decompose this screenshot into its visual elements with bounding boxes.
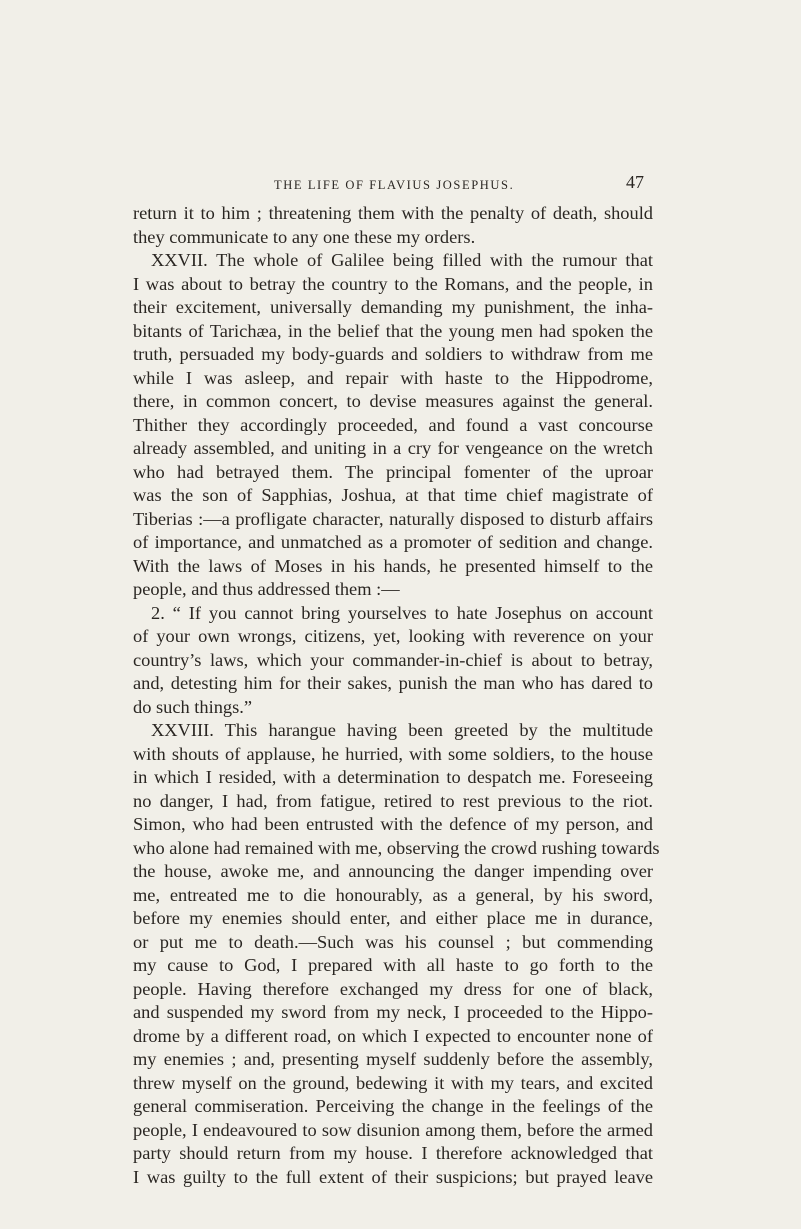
text-line: truth, persuaded my body-guards and soldiers to withdraw from me [133,344,653,364]
text-line: there, in common concert, to devise measures against the general. [133,391,653,411]
text-line: threw myself on the ground, bedewing it with my tears, and excited [133,1072,653,1093]
text-line: 2. “ If you cannot bring yourselves to hate Josephus on account [151,602,653,623]
text-line: or put me to death.—Such was his counsel ; but commending [133,931,653,952]
text-line: drome by a different road, on which I expected to encounter none of [133,1025,653,1046]
text-line: general commiseration. Perceiving the change in the feelings of the [133,1096,653,1116]
text-line: me, entreated me to die honourably, as a general, by his sword, [133,884,653,905]
text-line: and suspended my sword from my neck, I proceeded to the Hippo- [133,1002,653,1022]
text-line: I was guilty to the full extent of their suspicions; but prayed leave [133,1166,653,1187]
text-line: already assembled, and uniting in a cry for vengeance on the wretch [133,438,653,458]
text-line: people. Having therefore exchanged my dress for one of black, [133,978,653,999]
text-line: the house, awoke me, and announcing the danger impending over [133,861,653,881]
text-line: of your own wrongs, citizens, yet, looking with reverence on your [133,626,653,646]
text-line: of importance, and unmatched as a promoter of sedition and change. [133,532,653,552]
text-line: in which I resided, with a determination to despatch me. Foreseeing [133,767,653,787]
text-line: my enemies ; and, presenting myself suddenly before the assembly, [133,1049,653,1069]
text-line: bitants of Tarichæa, in the belief that the young men had spoken the [133,320,653,341]
text-line: my cause to God, I prepared with all haste to go forth to the [133,955,653,975]
text-line: with shouts of applause, he hurried, with some soldiers, to the house [133,743,653,764]
text-line: XXVII. The whole of Galilee being filled with the rumour that [151,250,653,270]
text-line: Thither they accordingly proceeded, and found a vast concourse [133,414,653,435]
text-line: XXVIII. This harangue having been greeted by the multitude [151,720,653,740]
text-line: people, and thus addressed them :— [133,579,400,599]
text-line: return it to him ; threatening them with the penalty of death, should [133,203,653,223]
text-line: their excitement, universally demanding my punishment, the inha- [133,297,653,317]
text-line: people, I endeavoured to sow disunion among them, before the armed [133,1119,653,1140]
text-line: was the son of Sapphias, Joshua, at that time chief magistrate of [133,485,653,505]
text-line: Simon, who had been entrusted with the defence of my person, and [133,814,653,834]
running-title: THE LIFE OF FLAVIUS JOSEPHUS. [274,178,515,192]
text-line: before my enemies should enter, and either place me in durance, [133,908,653,928]
text-line: who had betrayed them. The principal fomenter of the uproar [133,461,653,482]
text-line: while I was asleep, and repair with haste to the Hippodrome, [133,367,653,388]
text-line: With the laws of Moses in his hands, he presented himself to the [133,555,653,576]
body-text [133,202,660,1189]
page-number: 47 [626,172,644,192]
text-line: do such things.” [133,696,253,717]
text-line: they communicate to any one these my orders. [133,226,476,247]
text-line: party should return from my house. I therefore acknowledged that [133,1143,653,1163]
text-line: no danger, I had, from fatigue, retired to rest previous to the riot. [133,790,653,811]
text-line: I was about to betray the country to the Romans, and the people, in [133,273,653,294]
text-line: who alone had remained with me, observing the crowd rushing towards [133,837,660,858]
text-line: country’s laws, which your commander-in-chief is about to betray, [133,649,653,670]
text-line: Tiberias :—a profligate character, naturally disposed to disturb affairs [133,508,653,529]
text-line: and, detesting him for their sakes, punish the man who has dared to [133,673,653,693]
